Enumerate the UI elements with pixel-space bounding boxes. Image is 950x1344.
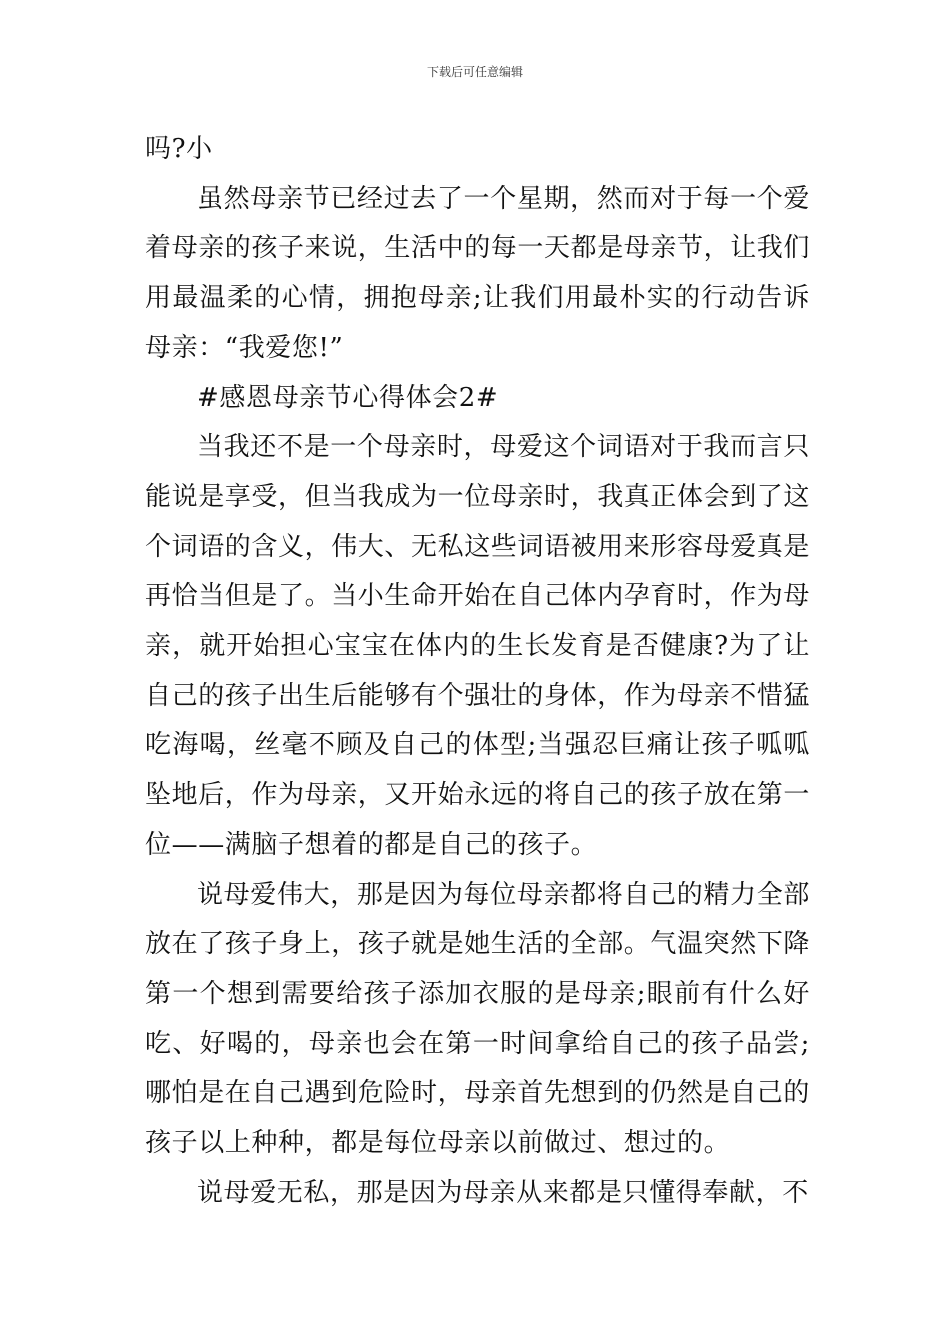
paragraph-continuation: 吗?小 xyxy=(145,134,213,164)
paragraph-becoming-mother: 当我还不是一个母亲时，母爱这个词语对于我而言只能说是享受，但当我成为一位母亲时，我真正体会到了这个词语的含义，伟大、无私这些词语被用来形容母爱真是再恰当但是了。当小生命开始在自己体内孕育时，作为母亲，就开始担心宝宝在体内的生长发育是否健康?为了让自己的孩子出生后能够有个强壮的身体，作为母亲不惜猛吃海喝，丝毫不顾及自己的体型;当强忍巨痛让孩子呱呱坠地后，作为母亲，又开始永远的将自己的孩子放在第一位——满脑子想着的都是自己的孩子。 xyxy=(145,432,811,860)
document-body xyxy=(145,125,810,1218)
paragraph-mothers-day: 虽然母亲节已经过去了一个星期，然而对于每一个爱着母亲的孩子来说，生活中的每一天都是母亲节，让我们用最温柔的心情，拥抱母亲;让我们用最朴实的行动告诉母亲：“我爱您!” xyxy=(145,183,811,363)
section-heading: #感恩母亲节心得体会2# xyxy=(197,382,499,413)
paragraph-selfless-love: 说母爱无私，那是因为母亲从来都是只懂得奉献，不 xyxy=(197,1177,809,1208)
paragraph-great-love: 说母爱伟大，那是因为每位母亲都将自己的精力全部放在了孩子身上，孩子就是她生活的全部。气温突然下降第一个想到需要给孩子添加衣服的是母亲;眼前有什么好吃、好喝的，母亲也会在第一时间拿给自己的孩子品尝;哪怕是在自己遇到危险时，母亲首先想到的仍然是自己的孩子以上种种，都是每位母亲以前做过、想过的。 xyxy=(145,879,811,1159)
page-header: 下载后可任意编辑 xyxy=(426,65,523,79)
